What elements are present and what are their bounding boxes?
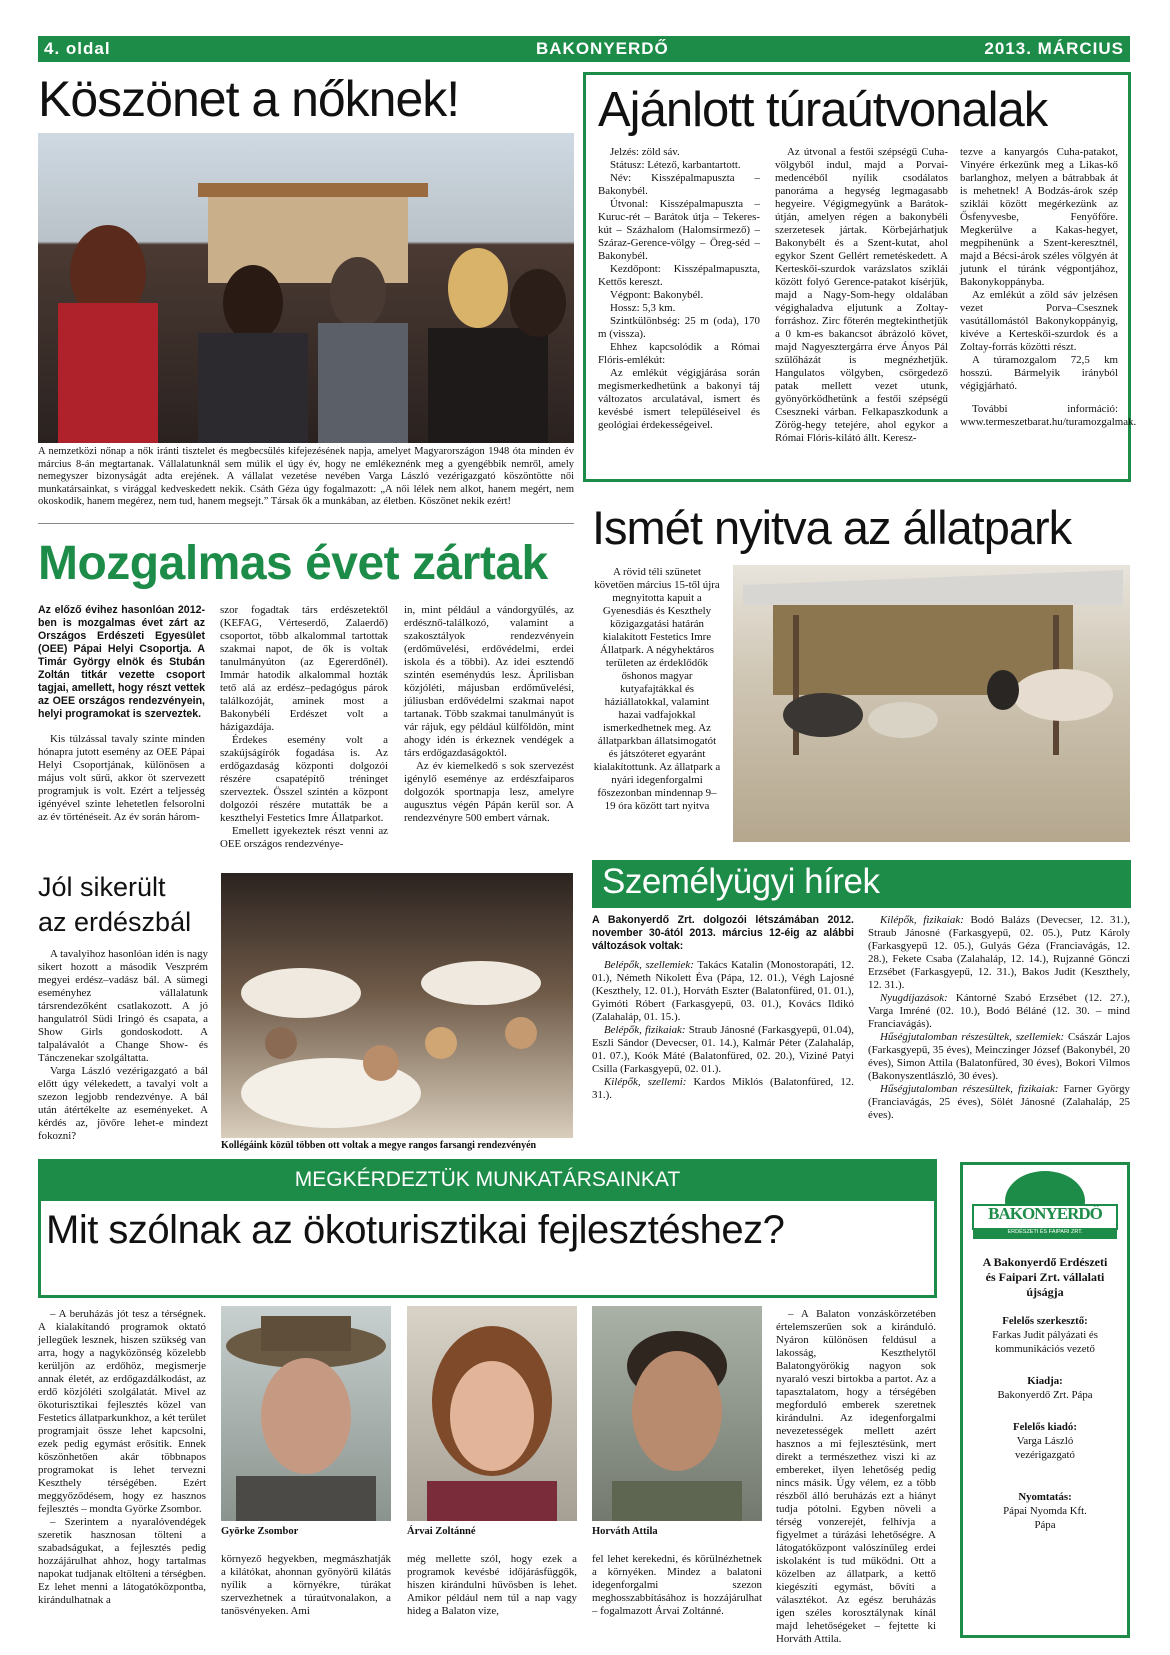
personnel-text: Farner György (Franciavágás, 25 éves), Sölét Jánosné (Zalahaláp, 25 éves).	[868, 1083, 1130, 1121]
year-title: Mozgalmas évet zártak	[38, 537, 548, 590]
interview-col-2: környező hegyekben, megmászhatják a kilátókat, ahonnan gyönyörű kilátás nyílik a környékre, túrákat szervezhetnek a túraútvonalakon, a tanösvényeken. Ami	[221, 1553, 391, 1617]
masthead-bar	[38, 36, 1130, 62]
year-text: Emellett igyekeztek részt venni az OEE országos rendezvénye-	[220, 825, 388, 850]
impressum-value: Bakonyerdő Zrt. Pápa	[997, 1389, 1093, 1401]
interview-col-3: még mellette szól, hogy ezek a programok kevésbé időjárásfüggők, hiszen kirándulni hűvösben is lehet. Amikor például nem túl a nap vagy hideg a Balaton vize,	[407, 1553, 577, 1617]
ball-paragraph: Varga László vezérigazgató a bál előtt úgy vélekedett, a tavalyi volt a szezon legjobb rendezvénye. A bál után átértékelte az eseményeket. A kérdés az, jövőre lehet-e mindezt fokozni?	[38, 1065, 208, 1142]
year-col-1	[38, 604, 205, 824]
route-link: További információ: www.termeszetbarat.hu/turamozgalmak.	[960, 403, 1137, 428]
women-day-photo	[38, 133, 574, 443]
logo-text: BAKONYERDŐ	[988, 1204, 1102, 1223]
personnel-label: Belépők, fizikaiak:	[604, 1024, 686, 1036]
interview-col-4: fel lehet kerekedni, és körülnézhetnek a környéken. Mindez a balatoni idegenforgalmi szezon meghosszabbításához is hozzájárulhat – fogalmazott Árvai Zoltánné.	[592, 1553, 762, 1617]
portrait-svg	[592, 1306, 762, 1521]
personnel-right	[868, 914, 1130, 1122]
name-horvath: Horváth Attila	[592, 1526, 658, 1537]
portrait-svg	[221, 1306, 391, 1521]
impressum-box	[960, 1162, 1130, 1638]
year-text: Az év kiemelkedő s sok szervezést igénylő eseménye az erdészfaiparos dolgozók sportnapja lesz, amelyre augusztus végén Pápán kerül sor. A rendezvényre 500 embert várnak.	[404, 760, 574, 824]
route-text: Jelzés: zöld sáv.	[610, 146, 680, 158]
year-text: Érdekes esemény volt a szakújságírók fogadása is. Az erdőgazdaság központi dolgozói részére csapatépítő tréninget szerveztek. Összel szintén a központ dolgozói részére mutatták be a keszthelyi Festetics Imre Állatparkot.	[220, 734, 388, 824]
impressum-title: A Bakonyerdő Erdészeti és Faipari Zrt. vállalati újságja	[982, 1255, 1108, 1299]
page-number: 4. oldal	[44, 39, 111, 58]
impressum-label: Nyomtatás:	[1018, 1491, 1072, 1503]
impressum-logo	[963, 1165, 1127, 1249]
year-text: Kis túlzással tavaly szinte minden hónapra jutott esemény az OEE Pápai Helyi Csoportjának, különösen a május volt sűrű, akkor öt szervezett programjuk is volt. Ezért a teljesség igényével szinte lehetetlen felsorolni az év történéseit. Az év során három-	[38, 733, 205, 823]
impressum-value: Farkas Judit pályázati és kommunikációs vezető	[992, 1329, 1098, 1355]
route-text: Az útvonal a festői szépségű Cuha-völgyből indul, majd a Porvai-medencéből nyílik csodálatos panoráma a hegység legmagasabb hegyeire. Végigmegyünk a Barátok-útján, amelyen régen a bakonybéli szerzetesek jártak. Körbejárhatjuk Bakonybélt és a Szent-kutat, ahol egykor Szent Gellért remetéskedett. A Kerteskői-szurdok varázslatos sziklái között folyó Gerence-patakot kísérjük, majd a Nagy-Som-hegy oldalában végighaladva eljutunk a Zoltay-forráshoz. Zirc főterén megtekinthetjük a 0 km-es bakancsot ábrázoló követ, majd Nagyesztergárra érve Ányos Pál szülőházát is megnézhetjük. Hangulatos völgyben, csörgedező patak mellett vezet utunk, gyönyörködhetünk a festői szépségű Cseszneki várban. Felkapaszkodunk a Zörög-hegy tetejére, ahol egykor a Római Flóris-kilátó állt. Keresz-	[775, 146, 948, 444]
interview-text: – A Balaton vonzáskörzetében értelemszerűen sok a kiránduló. Nyáron különösen feldúsul a lakosság, Keszthelytől Balatongyörökig nagyon sok nyaraló veszi birtokba a partot. Az a tapasztalatom, hogy a térségében megforduló emberek szeretnek kirándulni. Az idegenforgalmi nevezetességek mellett azért hasznos a mi fejlesztésünk, mert direkt a természethez viszi ki az embereket, ilyen lehetőség pedig nincs másik. Úgy vélem, ez a több részből álló beruházás ezt a hiányt tudja pótolni. Egyben növeli a térség vonzerejét, felhívja a figyelmet a túrázási lehetőségre. A látogatóközpont valószínűleg erdei iskolaként is tud működni. Ott a közelben az állatpark, a kettő kiegészíti egymást, bővíti a választékot. Az egész beruházás igen széles korosztálynak kínál majd lehetőségeket – fejtette ki Horváth Attila.	[776, 1308, 936, 1645]
year-col-3	[404, 604, 574, 825]
route-text: Név: Kisszépalmapuszta – Bakonybél.	[598, 172, 760, 197]
ball-caption: Kollégáink közül többen ott voltak a megye rangos farsangi rendezvényén	[221, 1140, 537, 1151]
personnel-text: Császár Lajos (Farkasgyepű, 35 éves), Meinczinger József (Bakonybél, 20 éves), Simon Attila (Balatonfüred, 30 éves), Bokori Vilmos (Bakonyszentlászló, 30 éves).	[868, 1031, 1130, 1082]
ball-text	[38, 948, 208, 1143]
route-text: Az emlékút végigjárása során megismerkedhetünk a bakonyi táj változatos arculatával, ismert és kevésbé ismert településeivel és geológiai érdekességeivel.	[598, 367, 760, 431]
portrait-svg	[407, 1306, 577, 1521]
women-title: Köszönet a nőknek!	[38, 71, 460, 127]
route-col-1	[598, 146, 760, 432]
women-photo-svg	[38, 133, 574, 443]
route-text: tezve a kanyargós Cuha-patakot, Vinyére érkezünk meg a Likas-kő barlanghoz, melyen a bátrabbak át is mehetnek! A Bodzás-árok szép sziklái között megérkezünk az Ősfenyvesbe, Fenyőfőre. Megkerülve a Kakas-hegyet, megpihenünk a Szent-keresztnél, majd a Bécsi-árok széles völgyén át jutunk el túránk végpontjához, Bakonykoppányba.	[960, 146, 1118, 288]
route-text: Ehhez kapcsolódik a Római Flóris-emlékút:	[598, 341, 760, 366]
route-col-2	[775, 146, 948, 445]
interview-title: Mit szólnak az ökoturisztikai fejlesztéshez?	[46, 1208, 785, 1252]
route-text: Kezdőpont: Kisszépalmapuszta, Kettős kereszt.	[598, 263, 760, 288]
interview-kicker: MEGKÉRDEZTÜK MUNKATÁRSAINKAT	[294, 1168, 681, 1191]
personnel-text: Straub Jánosné (Farkasgyepű, 01.04), Eszli Sándor (Devecser, 01. 14.), Kalmár Péter (Zalahaláp, 01. 07.), Koók Máté (Balatonfüred, 02. 20.), Viziné Patyi Csilla (Farkasgyepű, 02. 01.).	[592, 1024, 854, 1075]
ball-title-1: Jól sikerült	[38, 872, 166, 902]
route-text: Szintkülönbség: 25 m (oda), 170 m (vissza).	[598, 315, 760, 340]
interview-text: – A beruházás jót tesz a térségnek. A kialakítandó programok oktató jellegűek lesznek, hiszen szükség van arra, hogy a nagyközönség közelebb kerüljön az erdőhöz, megismerje annak életét, az erdőgazdálkodást, az erdő közjóléti szolgálatát. Mivel az ökoturisztikai fejlesztés közel van Festetics állatparkunkhoz, a két terület programjait össze lehet kapcsolni, ezek pedig egymást erősítik. Ennek köszönhetően akár többnapos programokat is lehet tervezni Keszthely térségében. Ezért meggyőződésem, hogy ez hasznos fejlesztés – mondta Györke Zsombor.	[38, 1308, 206, 1515]
zoo-photo-svg	[733, 565, 1130, 842]
personnel-label: Kilépők, fizikaiak:	[880, 914, 964, 926]
route-title: Ajánlott túraútvonalak	[598, 83, 1048, 137]
paper-name: BAKONYERDŐ	[536, 39, 669, 58]
ball-title-2: az erdészbál	[38, 907, 192, 937]
route-col-3	[960, 146, 1137, 429]
personnel-label: Hűségjutalomban részesültek, szellemiek:	[880, 1031, 1065, 1043]
personnel-label: Hűségjutalomban részesültek, fizikaiak:	[880, 1083, 1059, 1095]
divider	[38, 523, 574, 524]
logo-subtitle: ERDÉSZETI ÉS FAIPARI ZRT.	[1007, 1229, 1083, 1235]
year-lead: Az előző évihez hasonlóan 2012-ben is mozgalmas évet zárt az Országos Erdészeti Egyesület (OEE) Pápai Helyi Csoportja. A Timár György elnök és Stubán Zoltán titkár vezette csoport tagjai, amellett, hogy részt vettek az OEE országos rendezvényein, helyi programokat is szerveztek.	[38, 604, 205, 720]
impressum-label: Felelős szerkesztő:	[1002, 1315, 1088, 1327]
route-text: Az emlékút a zöld sáv jelzésen vezet Porva–Csesznek vasútállomástól Bakonykoppányig, kivéve a Kerteskői-szurdok és a Zoltay-forrás közötti részt.	[960, 289, 1118, 353]
personnel-text: Bodó Balázs (Devecser, 12. 31.), Straub Jánosné (Farkasgyepű, 02. 05.), Putz Károly (Farkasgyepű 12. 05.), Gulyás Géza (Franciavágás, 12. 28.), Fekete Csaba (Zalahaláp, 12. 14.), Rujzanné Gönczi Erzsébet (Farkasgyepű, 12. 31.), Bakos Judit (Keszthely, 12. 31.).	[868, 914, 1130, 991]
route-text: Státusz: Létező, karbantartott.	[610, 159, 741, 171]
personnel-label: Belépők, szellemiek:	[604, 959, 694, 971]
personnel-text: Kántorné Szabó Erzsébet (12. 27.), Varga Imréné (02. 10.), Bodó Béláné (12. 30. – mind Franciavágás).	[868, 992, 1130, 1030]
year-text: szor fogadtak társ erdészetektől (KEFAG, Vérteserdő, Zalaerdő) csoportot, több alkalommal tartottak szakmai napot, de ők is voltak tanulmányúton (az Egererdőnél). Immár hatodik alkalommal hozták tető alá az erdész–pedagógus párok találkozóját, aminek most a Bakonybéli Erdészet volt a házigazdája.	[220, 604, 388, 733]
impressum-label: Kiadja:	[1027, 1375, 1063, 1387]
portrait-gyorke	[221, 1306, 391, 1521]
name-gyorke: Györke Zsombor	[221, 1526, 299, 1537]
route-text: Végpont: Bakonybél.	[610, 289, 704, 301]
ball-photo	[221, 873, 573, 1138]
impressum-value: Pápai Nyomda Kft. Pápa	[1003, 1505, 1087, 1531]
impressum-value: Varga László vezérigazgató	[1015, 1435, 1075, 1461]
zoo-text: A rövid téli szünetet követően március 15-től újra megnyitotta kapuit a Gyenesdiás és Keszthely közigazgatási határán kialakított Festetics Imre Állatpark. A négyhektáros területen az érdeklődők őshonos magyar kutyafajtákkal és háziállatokkal, valamint hazai vadfajokkal ismerkedhetnek meg. Az állatparkban állatsimogatót és játszóteret egyaránt kialakítottunk. Az állatpark a nyári idegenforgalmi főszezonban mindennap 9–19 óra között tart nyitva	[593, 566, 721, 812]
portrait-arvai	[407, 1306, 577, 1521]
route-text: A túramozgalom 72,5 km hosszú. Bármelyik irányból végigjárható.	[960, 354, 1118, 392]
personnel-left	[592, 914, 854, 1102]
personnel-title: Személyügyi hírek	[602, 862, 880, 901]
route-text: Hossz: 5,3 km.	[610, 302, 676, 314]
personnel-text: Takács Katalin (Monostorapáti, 12. 01.), Németh Nikolett Éva (Pápa, 12. 01.), Végh Lajosné (Keszthely, 12. 01.), Horváth Eszter (Balatonfüred, 01. 01.), Gyimóti Róbert (Farkasgyepű, 03. 01.), Kovács Ildikó (Zalahaláp, 01. 15.).	[592, 959, 854, 1023]
year-col-2	[220, 604, 388, 851]
portrait-horvath	[592, 1306, 762, 1521]
impressum-label: Felelős kiadó:	[1013, 1421, 1077, 1433]
personnel-label: Nyugdíjazások:	[880, 992, 948, 1004]
name-arvai: Árvai Zoltánné	[407, 1526, 476, 1537]
year-text: in, mint például a vándorgyűlés, az erdésznő-találkozó, valamint a szakosztályok rendezvényein (erdőművelési, erdővédelmi, erdei iskola és a többi). Az idei esztendő szintén eseménydús lesz. Áprilisban közjóléti, májusban erdőművelési, júliusban erdővédelmi szakmai napot tartanak. Több szakmai tanulmányút is vár rájuk, egy például külföldön, mint ahogy idén is érkeznek vendégek a társ erdőgazdaságoktól.	[404, 604, 574, 759]
interview-text: – Szerintem a nyaralóvendégek szeretik hasznosan tölteni a szabadságukat, a fejlesztés pedig hozzájárulhat ahhoz, hogy tartalmas napokat tudjanak eltölteni a térségben. Ez lehet menni a látogatóközpontba, kirándulhatnak a	[38, 1516, 206, 1606]
personnel-text: Kardos Miklós (Balatonfüred, 12. 31.).	[592, 1076, 854, 1101]
personnel-label: Kilépők, szellemi:	[604, 1076, 687, 1088]
interview-col-5	[776, 1308, 936, 1646]
zoo-photo	[733, 565, 1130, 842]
issue-date: 2013. MÁRCIUS	[984, 39, 1124, 58]
interview-col-1	[38, 1308, 206, 1607]
route-text: Útvonal: Kisszépalmapuszta – Kuruc-rét – Barátok útja – Tekeres-kút – Százhalom (Halomsírmező) – Száraz-Gerence-völgy – Öreg-séd – Bakonybél.	[598, 198, 760, 262]
women-caption: A nemzetközi nőnap a nők iránti tisztelet és megbecsülés kifejezésének napja, amelyet Magyarországon 1948 óta minden év március 8-án megtartanak. Vállalatunknál sem múlik el úgy év, hogy ne emlékeznénk meg a gyengébbik nemről, amely nemegyszer bizonyságát adta erejének. A vállalat vezetése nevében Varga László vezérigazgató köszöntötte női munkatársainkat, s virággal kedveskedett nekik. Csáth Géza úgy fogalmazott: „A női lélek nem alkot, hanem megért, nem okoskodik, hanem megérez, nem tud, hanem megsejt.” Társak ők a munkában, az életben. Köszönet nekik ezért!	[38, 446, 574, 508]
zoo-title: Ismét nyitva az állatpark	[592, 501, 1072, 554]
ball-photo-svg	[221, 873, 573, 1138]
ball-paragraph: A tavalyihoz hasonlóan idén is nagy sikert hozott a második Veszprém megyei erdész–vadász bál. A sümegi eseményhez vállalatunk társrendezőként csatlakozott. A jó hangulatról Südi Iringó és csapata, a Show Girls gondoskodott. A talpalávalót a Change Show- és Tánczenekar szolgáltatta.	[38, 948, 208, 1064]
personnel-intro: A Bakonyerdő Zrt. dolgozói létszámában 2012. november 30-ától 2013. március 12-éig az alábbi változások voltak:	[592, 914, 854, 952]
